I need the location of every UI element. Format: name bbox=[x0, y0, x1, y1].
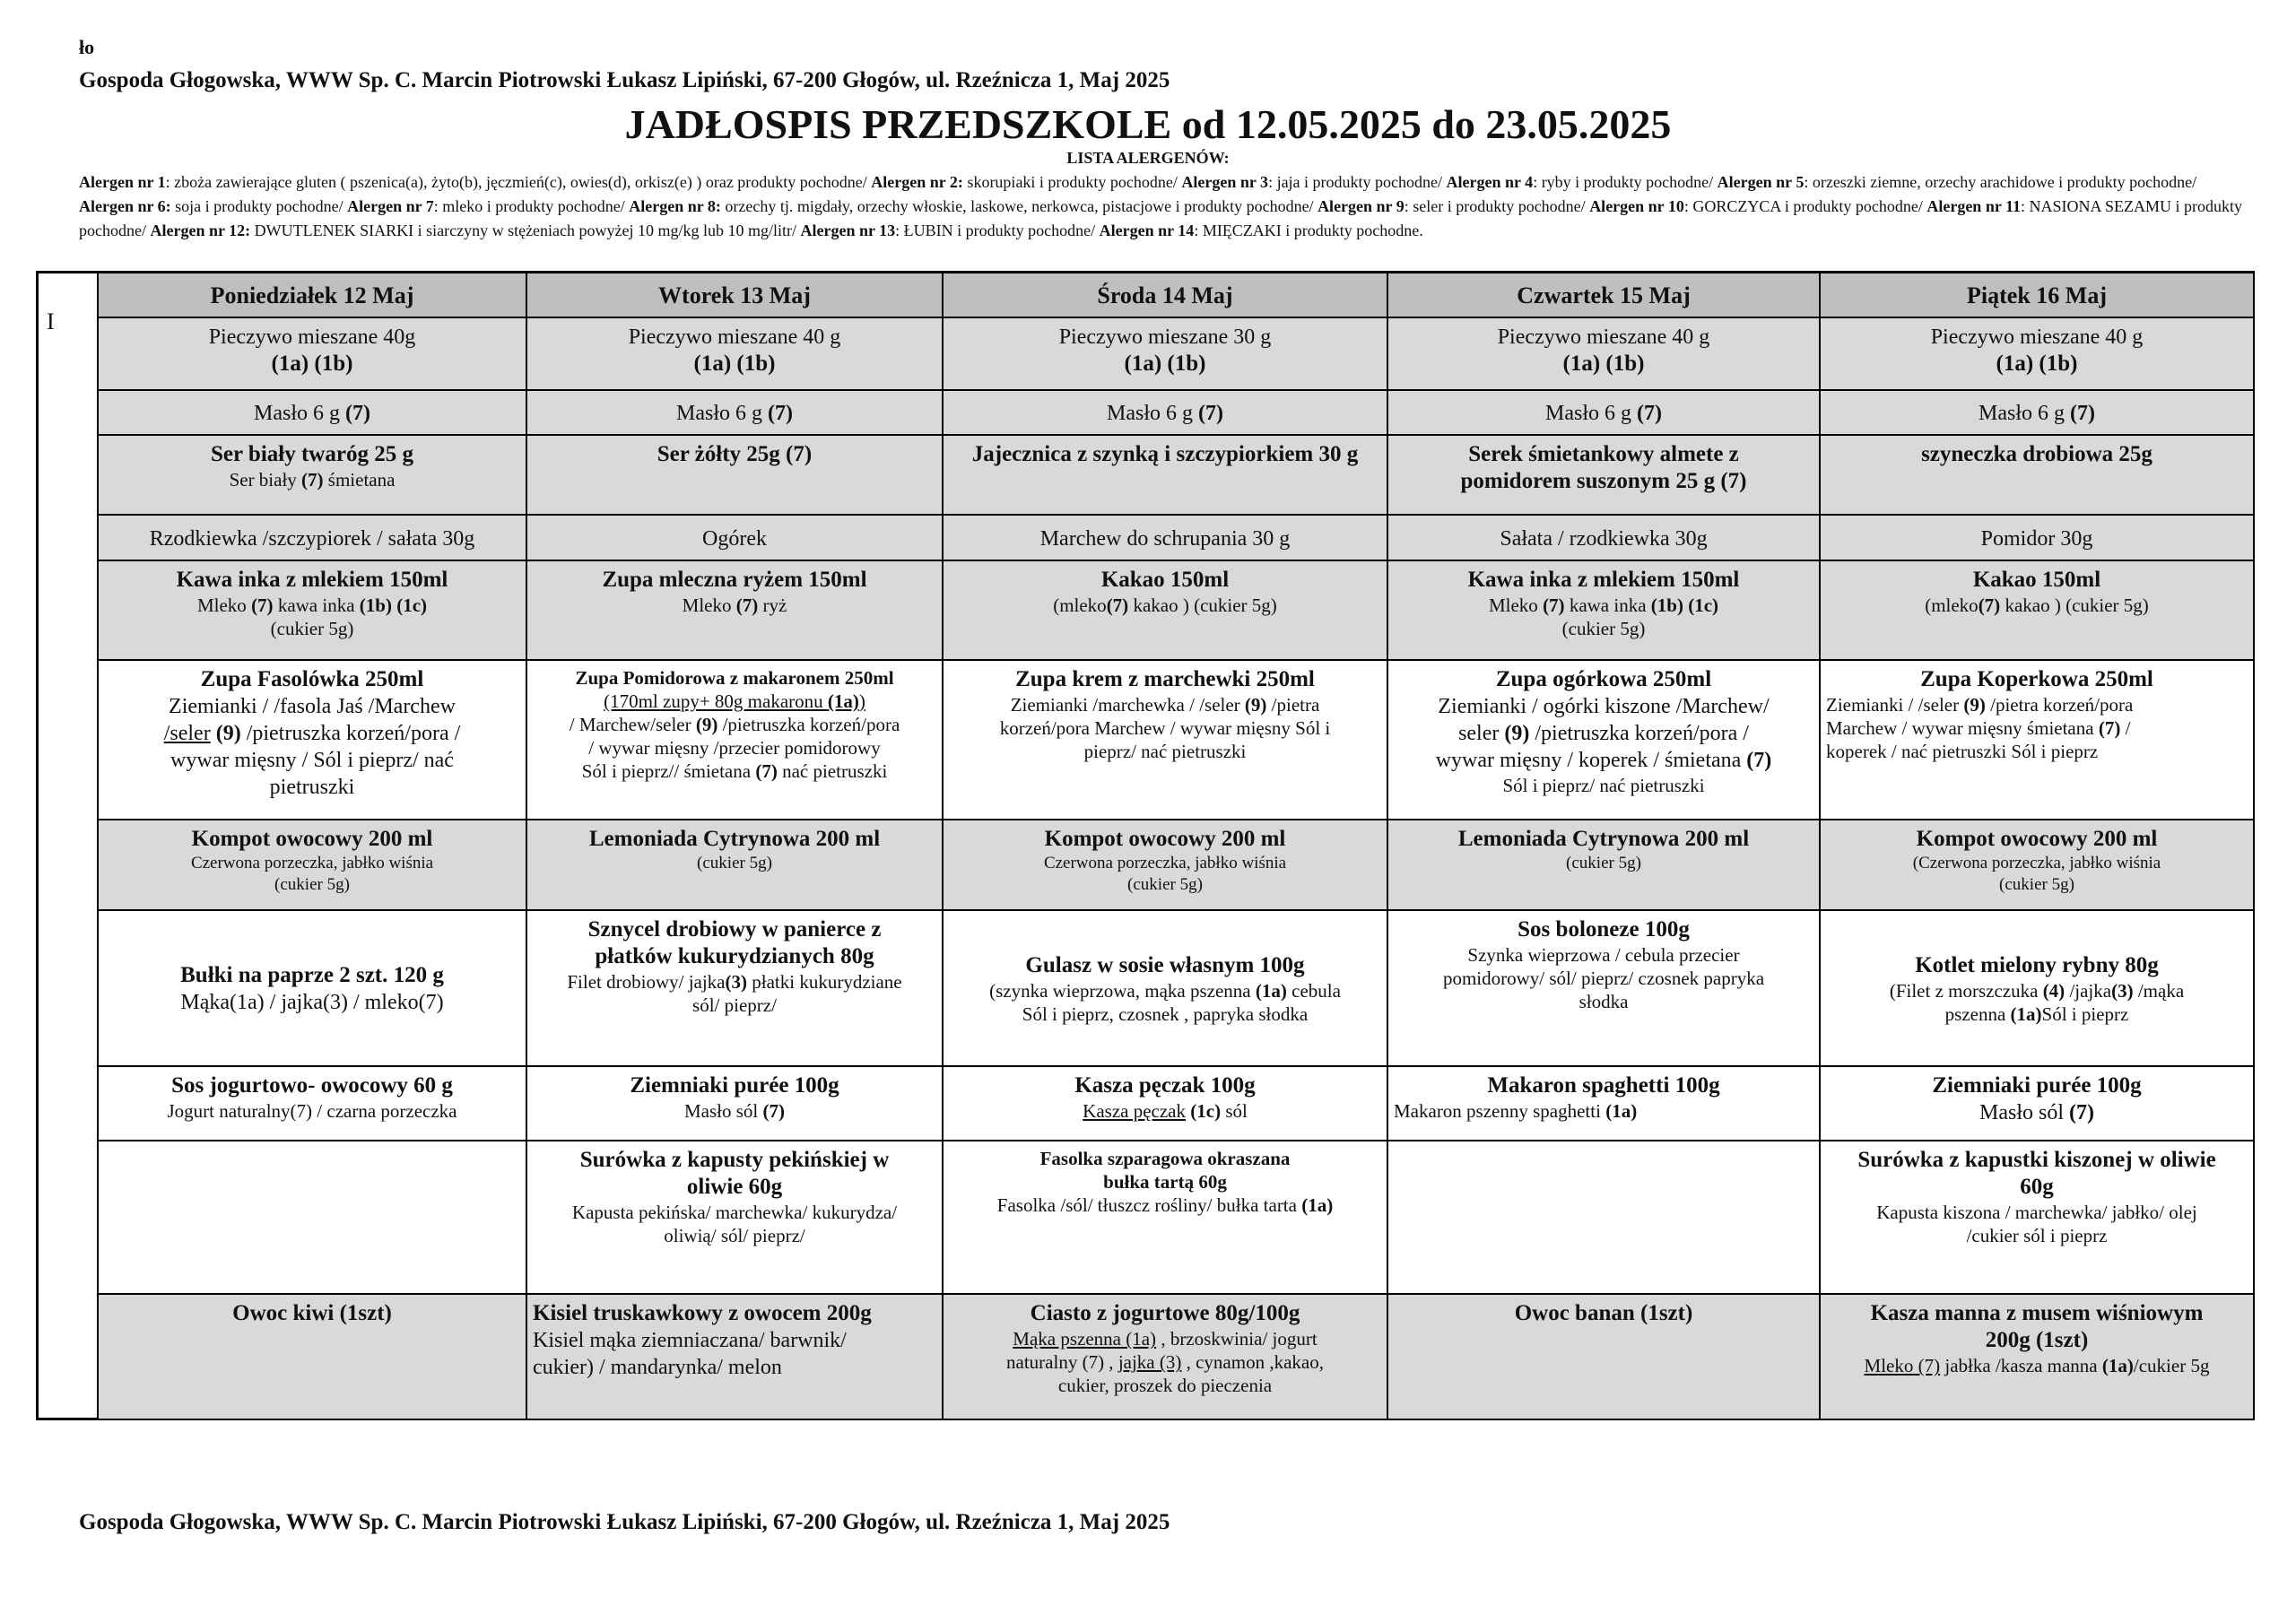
company-footer: Gospoda Głogowska, WWW Sp. C. Marcin Piotrowski Łukasz Lipiński, 67-200 Głogów, ul. Rzeźnicza 1, Maj 2025 bbox=[79, 1510, 1170, 1534]
allergen-label: Alergen nr 5 bbox=[1717, 173, 1805, 191]
compote-cell: Kompot owocowy 200 ml Czerwona porzeczka, jabłko wiśnia (cukier 5g) bbox=[98, 820, 526, 910]
dessert-cell: Owoc kiwi (1szt) bbox=[98, 1294, 526, 1419]
dessert-cell: Kisiel truskawkowy z owocem 200g Kisiel mąka ziemniaczana/ barwnik/ cukier) / mandarynka/ melon bbox=[526, 1294, 943, 1419]
soup-cell: Zupa krem z marchewki 250ml Ziemianki /marchewka / /seler (9) /pietra korzeń/pora Marchew / wywar mięsny Sól i pieprz/ nać pietruszki bbox=[943, 660, 1387, 820]
allergen-text: : NASIONA SEZAMU i produkty pochodne/ bbox=[79, 197, 2243, 239]
main-dish-cell: Kotlet mielony rybny 80g (Filet z morszczuka (4) /jajka(3) /mąka pszenna (1a)Sól i pieprz bbox=[1820, 910, 2254, 1066]
bread-row bbox=[98, 317, 2254, 390]
allergen-label: Alergen nr 4 bbox=[1446, 173, 1534, 191]
day-header: Piątek 16 Maj bbox=[1820, 273, 2254, 318]
corner-mark: ło bbox=[79, 36, 95, 58]
butter-cell: Masło 6 g (7) bbox=[943, 390, 1387, 436]
allergen-label: Alergen nr 6: bbox=[79, 197, 171, 215]
butter-row bbox=[98, 390, 2254, 436]
bread-cell: Pieczywo mieszane 40 g (1a) (1b) bbox=[1820, 317, 2254, 390]
allergen-text: : GORCZYCA i produkty pochodne/ bbox=[1683, 197, 1927, 215]
compote-cell: Lemoniada Cytrynowa 200 ml (cukier 5g) bbox=[526, 820, 943, 910]
allergen-text: : seler i produkty pochodne/ bbox=[1404, 197, 1590, 215]
allergen-label: Alergen nr 9 bbox=[1318, 197, 1405, 215]
drink-cell: Kakao 150ml (mleko(7) kakao ) (cukier 5g) bbox=[1820, 560, 2254, 660]
allergen-label: Alergen nr 10 bbox=[1589, 197, 1684, 215]
allergen-text: skorupiaki i produkty pochodne/ bbox=[962, 173, 1182, 191]
allergen-label: Alergen nr 7 bbox=[347, 197, 434, 215]
side-dish-cell: Ziemniaki purée 100g Masło sól (7) bbox=[526, 1066, 943, 1141]
butter-cell: Masło 6 g (7) bbox=[526, 390, 943, 436]
vegetable-cell: Pomidor 30g bbox=[1820, 515, 2254, 560]
allergen-label: Alergen nr 8: bbox=[629, 197, 721, 215]
drink-cell: Kakao 150ml (mleko(7) kakao ) (cukier 5g) bbox=[943, 560, 1387, 660]
bread-cell: Pieczywo mieszane 40 g (1a) (1b) bbox=[526, 317, 943, 390]
allergen-list-heading: LISTA ALERGENÓW: bbox=[1066, 149, 1230, 167]
drink-row bbox=[98, 560, 2254, 660]
allergen-label: Alergen nr 11 bbox=[1926, 197, 2022, 215]
menu-table bbox=[97, 271, 2255, 1420]
allergen-text: : jaja i produkty pochodne/ bbox=[1268, 173, 1447, 191]
allergen-text: : mleko i produkty pochodne/ bbox=[433, 197, 630, 215]
allergen-label: Alergen nr 12: bbox=[150, 221, 251, 239]
salad-cell: Surówka z kapusty pekińskiej w oliwie 60g Kapusta pekińska/ marchewka/ kukurydza/ oliwią/ sól/ pieprz/ bbox=[526, 1141, 943, 1295]
allergen-label: Alergen nr 13 bbox=[800, 221, 896, 239]
salad-cell bbox=[98, 1141, 526, 1295]
compote-cell: Kompot owocowy 200 ml (Czerwona porzeczka, jabłko wiśnia (cukier 5g) bbox=[1820, 820, 2254, 910]
page-title: JADŁOSPIS PRZEDSZKOLE od 12.05.2025 do 23.05.2025 bbox=[624, 101, 1672, 147]
allergen-text: : MIĘCZAKI i produkty pochodne. bbox=[1194, 221, 1423, 239]
day-header: Wtorek 13 Maj bbox=[526, 273, 943, 318]
main-dish-row bbox=[98, 910, 2254, 1066]
butter-cell: Masło 6 g (7) bbox=[98, 390, 526, 436]
company-header: Gospoda Głogowska, WWW Sp. C. Marcin Piotrowski Łukasz Lipiński, 67-200 Głogów, ul. Rzeźnicza 1, Maj 2025 bbox=[79, 68, 1170, 92]
side-dish-cell: Kasza pęczak 100g Kasza pęczak (1c) sól bbox=[943, 1066, 1387, 1141]
week-column bbox=[36, 271, 99, 1420]
vegetable-cell: Ogórek bbox=[526, 515, 943, 560]
vegetable-cell: Marchew do schrupania 30 g bbox=[943, 515, 1387, 560]
spread-cell: Serek śmietankowy almete z pomidorem suszonym 25 g (7) bbox=[1387, 435, 1820, 515]
bread-cell: Pieczywo mieszane 40g (1a) (1b) bbox=[98, 317, 526, 390]
compote-row bbox=[98, 820, 2254, 910]
dessert-cell: Owoc banan (1szt) bbox=[1387, 1294, 1820, 1419]
allergen-text: : ŁUBIN i produkty pochodne/ bbox=[895, 221, 1100, 239]
vegetable-row bbox=[98, 515, 2254, 560]
main-dish-cell: Sos boloneze 100g Szynka wieprzowa / cebula przecier pomidorowy/ sól/ pieprz/ czosnek papryka słodka bbox=[1387, 910, 1820, 1066]
day-header: Poniedziałek 12 Maj bbox=[98, 273, 526, 318]
side-dish-cell: Sos jogurtowo- owocowy 60 g Jogurt naturalny(7) / czarna porzeczka bbox=[98, 1066, 526, 1141]
salad-row bbox=[98, 1141, 2254, 1295]
butter-cell: Masło 6 g (7) bbox=[1820, 390, 2254, 436]
spread-cell: Jajecznica z szynką i szczypiorkiem 30 g bbox=[943, 435, 1387, 515]
salad-cell bbox=[1387, 1141, 1820, 1295]
day-header: Czwartek 15 Maj bbox=[1387, 273, 1820, 318]
day-header-row bbox=[98, 273, 2254, 318]
allergen-label: Alergen nr 2: bbox=[871, 173, 963, 191]
soup-row bbox=[98, 660, 2254, 820]
soup-cell: Zupa ogórkowa 250ml Ziemianki / ogórki kiszone /Marchew/ seler (9) /pietruszka korzeń/pora / wywar mięsny / koperek / śmietana (7) Sól i pieprz/ nać pietruszki bbox=[1387, 660, 1820, 820]
compote-cell: Lemoniada Cytrynowa 200 ml (cukier 5g) bbox=[1387, 820, 1820, 910]
allergen-text: : orzeszki ziemne, orzechy arachidowe i produkty pochodne/ bbox=[1804, 173, 2197, 191]
dessert-cell: Ciasto z jogurtowe 80g/100g Mąka pszenna (1a) , brzoskwinia/ jogurt naturalny (7) , jajka (3) , cynamon ,kakao, cukier, proszek do pieczenia bbox=[943, 1294, 1387, 1419]
butter-cell: Masło 6 g (7) bbox=[1387, 390, 1820, 436]
side-dish-row bbox=[98, 1066, 2254, 1141]
soup-cell: Zupa Pomidorowa z makaronem 250ml (170ml zupy+ 80g makaronu (1a)) / Marchew/seler (9) /pietruszka korzeń/pora / wywar mięsny /przecier pomidorowy Sól i pieprz// śmietana (7) nać pietruszki bbox=[526, 660, 943, 820]
allergen-text: soja i produkty pochodne/ bbox=[170, 197, 348, 215]
allergen-text: orzechy tj. migdały, orzechy włoskie, laskowe, nerkowca, pistacjowe i produkty pochodne/ bbox=[720, 197, 1318, 215]
allergen-label: Alergen nr 14 bbox=[1099, 221, 1195, 239]
allergen-list bbox=[79, 170, 2249, 243]
spread-cell: szyneczka drobiowa 25g bbox=[1820, 435, 2254, 515]
main-dish-cell: Gulasz w sosie własnym 100g (szynka wieprzowa, mąka pszenna (1a) cebula Sól i pieprz, czosnek , papryka słodka bbox=[943, 910, 1387, 1066]
vegetable-cell: Sałata / rzodkiewka 30g bbox=[1387, 515, 1820, 560]
bread-cell: Pieczywo mieszane 40 g (1a) (1b) bbox=[1387, 317, 1820, 390]
drink-cell: Kawa inka z mlekiem 150ml Mleko (7) kawa inka (1b) (1c) (cukier 5g) bbox=[98, 560, 526, 660]
week-label: I bbox=[47, 308, 55, 334]
drink-cell: Zupa mleczna ryżem 150ml Mleko (7) ryż bbox=[526, 560, 943, 660]
spread-cell: Ser biały twaróg 25 g Ser biały (7) śmietana bbox=[98, 435, 526, 515]
salad-cell: Surówka z kapustki kiszonej w oliwie 60g Kapusta kiszona / marchewka/ jabłko/ olej /cukier sól i pieprz bbox=[1820, 1141, 2254, 1295]
main-dish-cell: Sznycel drobiowy w panierce z płatków kukurydzianych 80g Filet drobiowy/ jajka(3) płatki kukurydziane sól/ pieprz/ bbox=[526, 910, 943, 1066]
spread-row bbox=[98, 435, 2254, 515]
salad-cell: Fasolka szparagowa okraszana bułka tartą 60g Fasolka /sól/ tłuszcz rośliny/ bułka tarta (1a) bbox=[943, 1141, 1387, 1295]
allergen-text: : ryby i produkty pochodne/ bbox=[1533, 173, 1718, 191]
dessert-cell: Kasza manna z musem wiśniowym 200g (1szt) Mleko (7) jabłka /kasza manna (1a)/cukier 5g bbox=[1820, 1294, 2254, 1419]
bread-cell: Pieczywo mieszane 30 g (1a) (1b) bbox=[943, 317, 1387, 390]
allergen-label: Alergen nr 1 bbox=[79, 173, 166, 191]
main-dish-cell: Bułki na paprze 2 szt. 120 g Mąka(1a) / jajka(3) / mleko(7) bbox=[98, 910, 526, 1066]
side-dish-cell: Makaron spaghetti 100g Makaron pszenny spaghetti (1a) bbox=[1387, 1066, 1820, 1141]
vegetable-cell: Rzodkiewka /szczypiorek / sałata 30g bbox=[98, 515, 526, 560]
soup-cell: Zupa Koperkowa 250ml Ziemianki / /seler (9) /pietra korzeń/pora Marchew / wywar mięsny śmietana (7) / koperek / nać pietruszki Sól i pieprz bbox=[1820, 660, 2254, 820]
dessert-row bbox=[98, 1294, 2254, 1419]
allergen-text: DWUTLENEK SIARKI i siarczyny w stężeniach powyżej 10 mg/kg lub 10 mg/litr/ bbox=[250, 221, 801, 239]
day-header: Środa 14 Maj bbox=[943, 273, 1387, 318]
allergen-text: : zboża zawierające gluten ( pszenica(a), żyto(b), jęczmień(c), owies(d), orkisz(e) ) oraz produkty pochodne/ bbox=[165, 173, 872, 191]
soup-cell: Zupa Fasolówka 250ml Ziemianki / /fasola Jaś /Marchew /seler (9) /pietruszka korzeń/pora / wywar mięsny / Sól i pieprz/ nać pietruszki bbox=[98, 660, 526, 820]
drink-cell: Kawa inka z mlekiem 150ml Mleko (7) kawa inka (1b) (1c) (cukier 5g) bbox=[1387, 560, 1820, 660]
allergen-label: Alergen nr 3 bbox=[1181, 173, 1269, 191]
spread-cell: Ser żółty 25g (7) bbox=[526, 435, 943, 515]
compote-cell: Kompot owocowy 200 ml Czerwona porzeczka, jabłko wiśnia (cukier 5g) bbox=[943, 820, 1387, 910]
side-dish-cell: Ziemniaki purée 100g Masło sól (7) bbox=[1820, 1066, 2254, 1141]
